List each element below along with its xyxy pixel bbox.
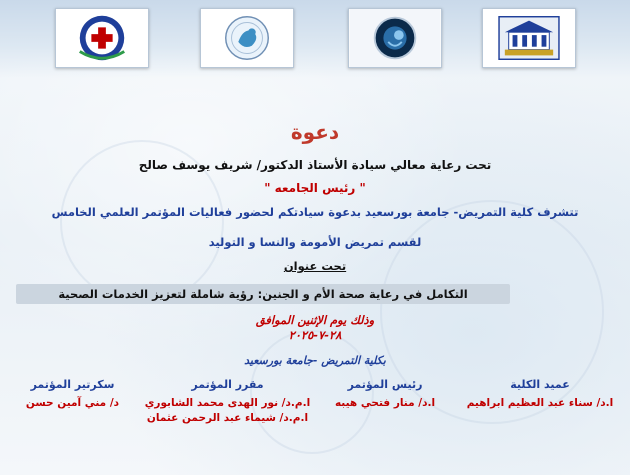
official-dean: [455, 378, 625, 409]
official-role: مقرر المؤتمر: [191, 378, 264, 391]
official-name: ا.د/ منار فتحي هيبه: [334, 397, 436, 409]
official-name: ا.د/ سناء عبد العظيم ابراهيم: [466, 397, 614, 409]
fetus-circle-logo-icon: [348, 8, 442, 68]
official-name: ا.م.د/ شيماء عبد الرحمن عثمان: [146, 412, 309, 424]
official-role: عميد الكلية: [510, 378, 570, 391]
patronage-line: تحت رعاية معالي سيادة الأستاذ الدكتور/ شريف يوسف صالح: [138, 158, 492, 172]
nursing-college-logo-icon: [55, 8, 149, 68]
official-role: سكرتير المؤتمر: [30, 378, 115, 391]
official-name: ا.م.د/ نور الهدى محمد الشابوري: [144, 397, 311, 409]
invitation-title: دعوة: [290, 120, 340, 144]
department-line: لقسم تمريض الأمومة والنسا و التوليد: [208, 235, 422, 249]
venue-line: بكلية التمريض -جامعة بورسعيد: [244, 354, 386, 367]
under-title-label: تحت عنوان: [283, 259, 347, 273]
date-line: ٢٨-٧-٢٠٢٥: [288, 328, 342, 342]
president-line: " رئيس الجامعه ": [264, 181, 366, 195]
official-conference-president: [315, 378, 455, 409]
day-line: وذلك يوم الإثنين الموافق: [255, 313, 375, 327]
official-conference-secretary: [5, 378, 140, 409]
official-role: رئيس المؤتمر: [347, 378, 423, 391]
maternity-nursing-dept-logo-icon: [200, 8, 294, 68]
official-conference-rapporteur: [140, 378, 315, 424]
invitation-text: تتشرف كلية التمريض- جامعة بورسعيد بدعوة سيادتكم لحضور فعاليات المؤتمر العلمي الخامس: [51, 205, 579, 219]
official-name: د/ مني آمين حسن: [25, 397, 120, 409]
nursing-faculty-logo-icon: [482, 8, 576, 68]
conference-topic: التكامل في رعاية صحة الأم و الجنين: رؤية شاملة لتعزيز الخدمات الصحية: [16, 284, 510, 304]
